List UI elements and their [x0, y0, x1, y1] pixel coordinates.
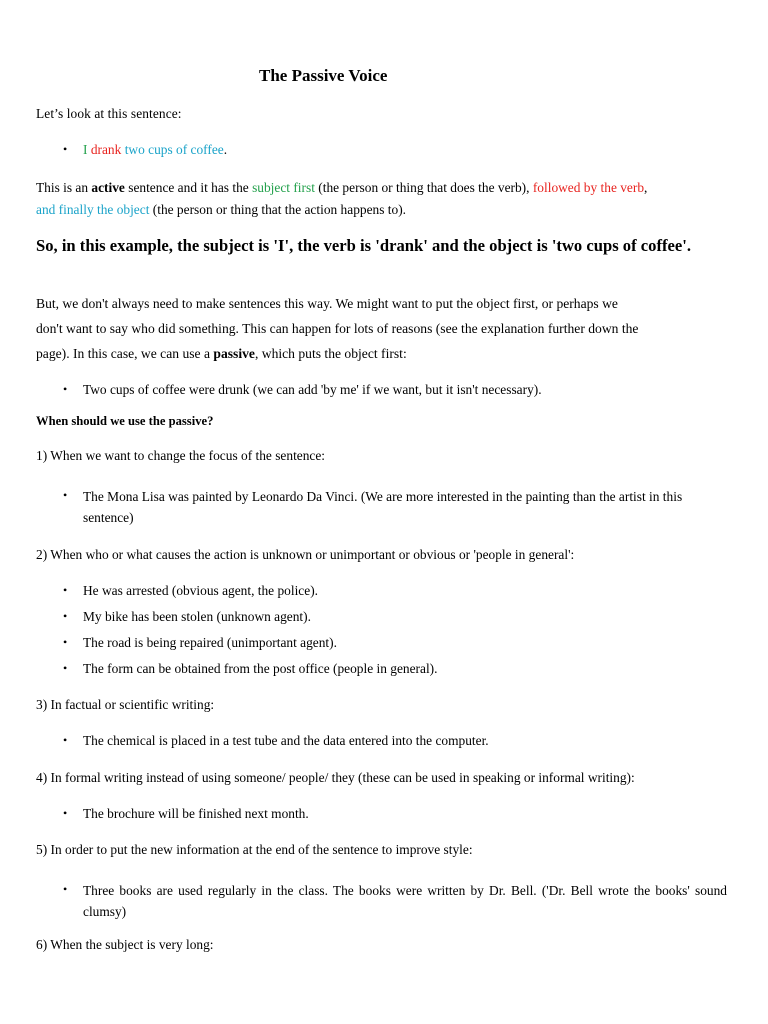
active-text-d: (the person or thing that the action happens to).: [149, 202, 407, 217]
reason-2-heading: 2) When who or what causes the action is unknown or unimportant or obvious or 'people in general':: [36, 547, 575, 562]
reason-3-item: The chemical is placed in a test tube and the data entered into the computer.: [83, 733, 489, 748]
active-explanation-line2: [36, 200, 406, 219]
example-verb: drank: [90, 142, 122, 157]
bullet-icon: •: [63, 661, 68, 675]
example-object: two cups of coffee: [124, 142, 224, 157]
reason-1-item: The Mona Lisa was painted by Leonardo Da Vinci. (We are more interested in the painting than the artist in this sentence): [83, 489, 683, 525]
bullet-icon: •: [63, 142, 68, 156]
reason-5-item: Three books are used regularly in the class. The books were written by Dr. Bell. ('Dr. Bell wrote the books' sound clumsy): [83, 883, 727, 919]
reason-5-heading: 5) In order to put the new information at the end of the sentence to improve style:: [36, 842, 473, 857]
example-sentence: [83, 140, 227, 159]
bullet-icon: •: [63, 882, 68, 896]
reason-2-item-2: My bike has been stolen (unknown agent).: [83, 609, 311, 624]
reason-3-heading: 3) In factual or scientific writing:: [36, 697, 215, 712]
example-subject: I: [83, 142, 88, 157]
bullet-icon: •: [63, 488, 68, 502]
example-summary-heading: So, in this example, the subject is 'I', the verb is 'drank' and the object is 'two cups of coffee'.: [36, 236, 691, 255]
reason-1-heading: 1) When we want to change the focus of the sentence:: [36, 448, 326, 463]
reason-4-heading: 4) In formal writing instead of using someone/ people/ they (these can be used in speaking or informal writing):: [36, 770, 635, 785]
subject-first-phrase: subject first: [252, 180, 315, 195]
reason-2-item-1: He was arrested (obvious agent, the police).: [83, 583, 318, 598]
bullet-icon: •: [63, 806, 68, 820]
but-paragraph-line2: don't want to say who did something. This can happen for lots of reasons (see the explanation further down the: [36, 321, 639, 336]
but-paragraph-line3: [36, 344, 407, 363]
active-text-a: This is an: [36, 180, 92, 195]
active-comma: ,: [644, 180, 648, 195]
but-text-b: , which puts the object first:: [254, 346, 407, 361]
bullet-icon: •: [63, 635, 68, 649]
active-text-c: (the person or thing that does the verb),: [314, 180, 533, 195]
but-paragraph-line1: But, we don't always need to make sentences this way. We might want to put the object first, or perhaps we: [36, 296, 618, 311]
when-heading: When should we use the passive?: [36, 414, 214, 428]
bullet-icon: •: [63, 583, 68, 597]
passive-word: passive: [213, 346, 255, 361]
passive-example: Two cups of coffee were drunk (we can add 'by me' if we want, but it isn't necessary).: [83, 382, 542, 397]
example-dot: .: [223, 142, 228, 157]
intro-text: Let’s look at this sentence:: [36, 106, 182, 121]
active-explanation-line1: [36, 178, 647, 197]
active-word: active: [91, 180, 125, 195]
page-title: The Passive Voice: [259, 66, 388, 85]
reason-6-heading: 6) When the subject is very long:: [36, 937, 214, 952]
but-text-a: page). In this case, we can use a: [36, 346, 214, 361]
reason-2-item-4: The form can be obtained from the post office (people in general).: [83, 661, 438, 676]
active-text-b: sentence and it has the: [124, 180, 253, 195]
reason-4-item: The brochure will be finished next month.: [83, 806, 309, 821]
followed-by-verb-phrase: followed by the verb: [532, 180, 645, 195]
bullet-icon: •: [63, 733, 68, 747]
reason-2-item-3: The road is being repaired (unimportant agent).: [83, 635, 337, 650]
bullet-icon: •: [63, 609, 68, 623]
bullet-icon: •: [63, 382, 68, 396]
finally-object-phrase: and finally the object: [36, 202, 150, 217]
